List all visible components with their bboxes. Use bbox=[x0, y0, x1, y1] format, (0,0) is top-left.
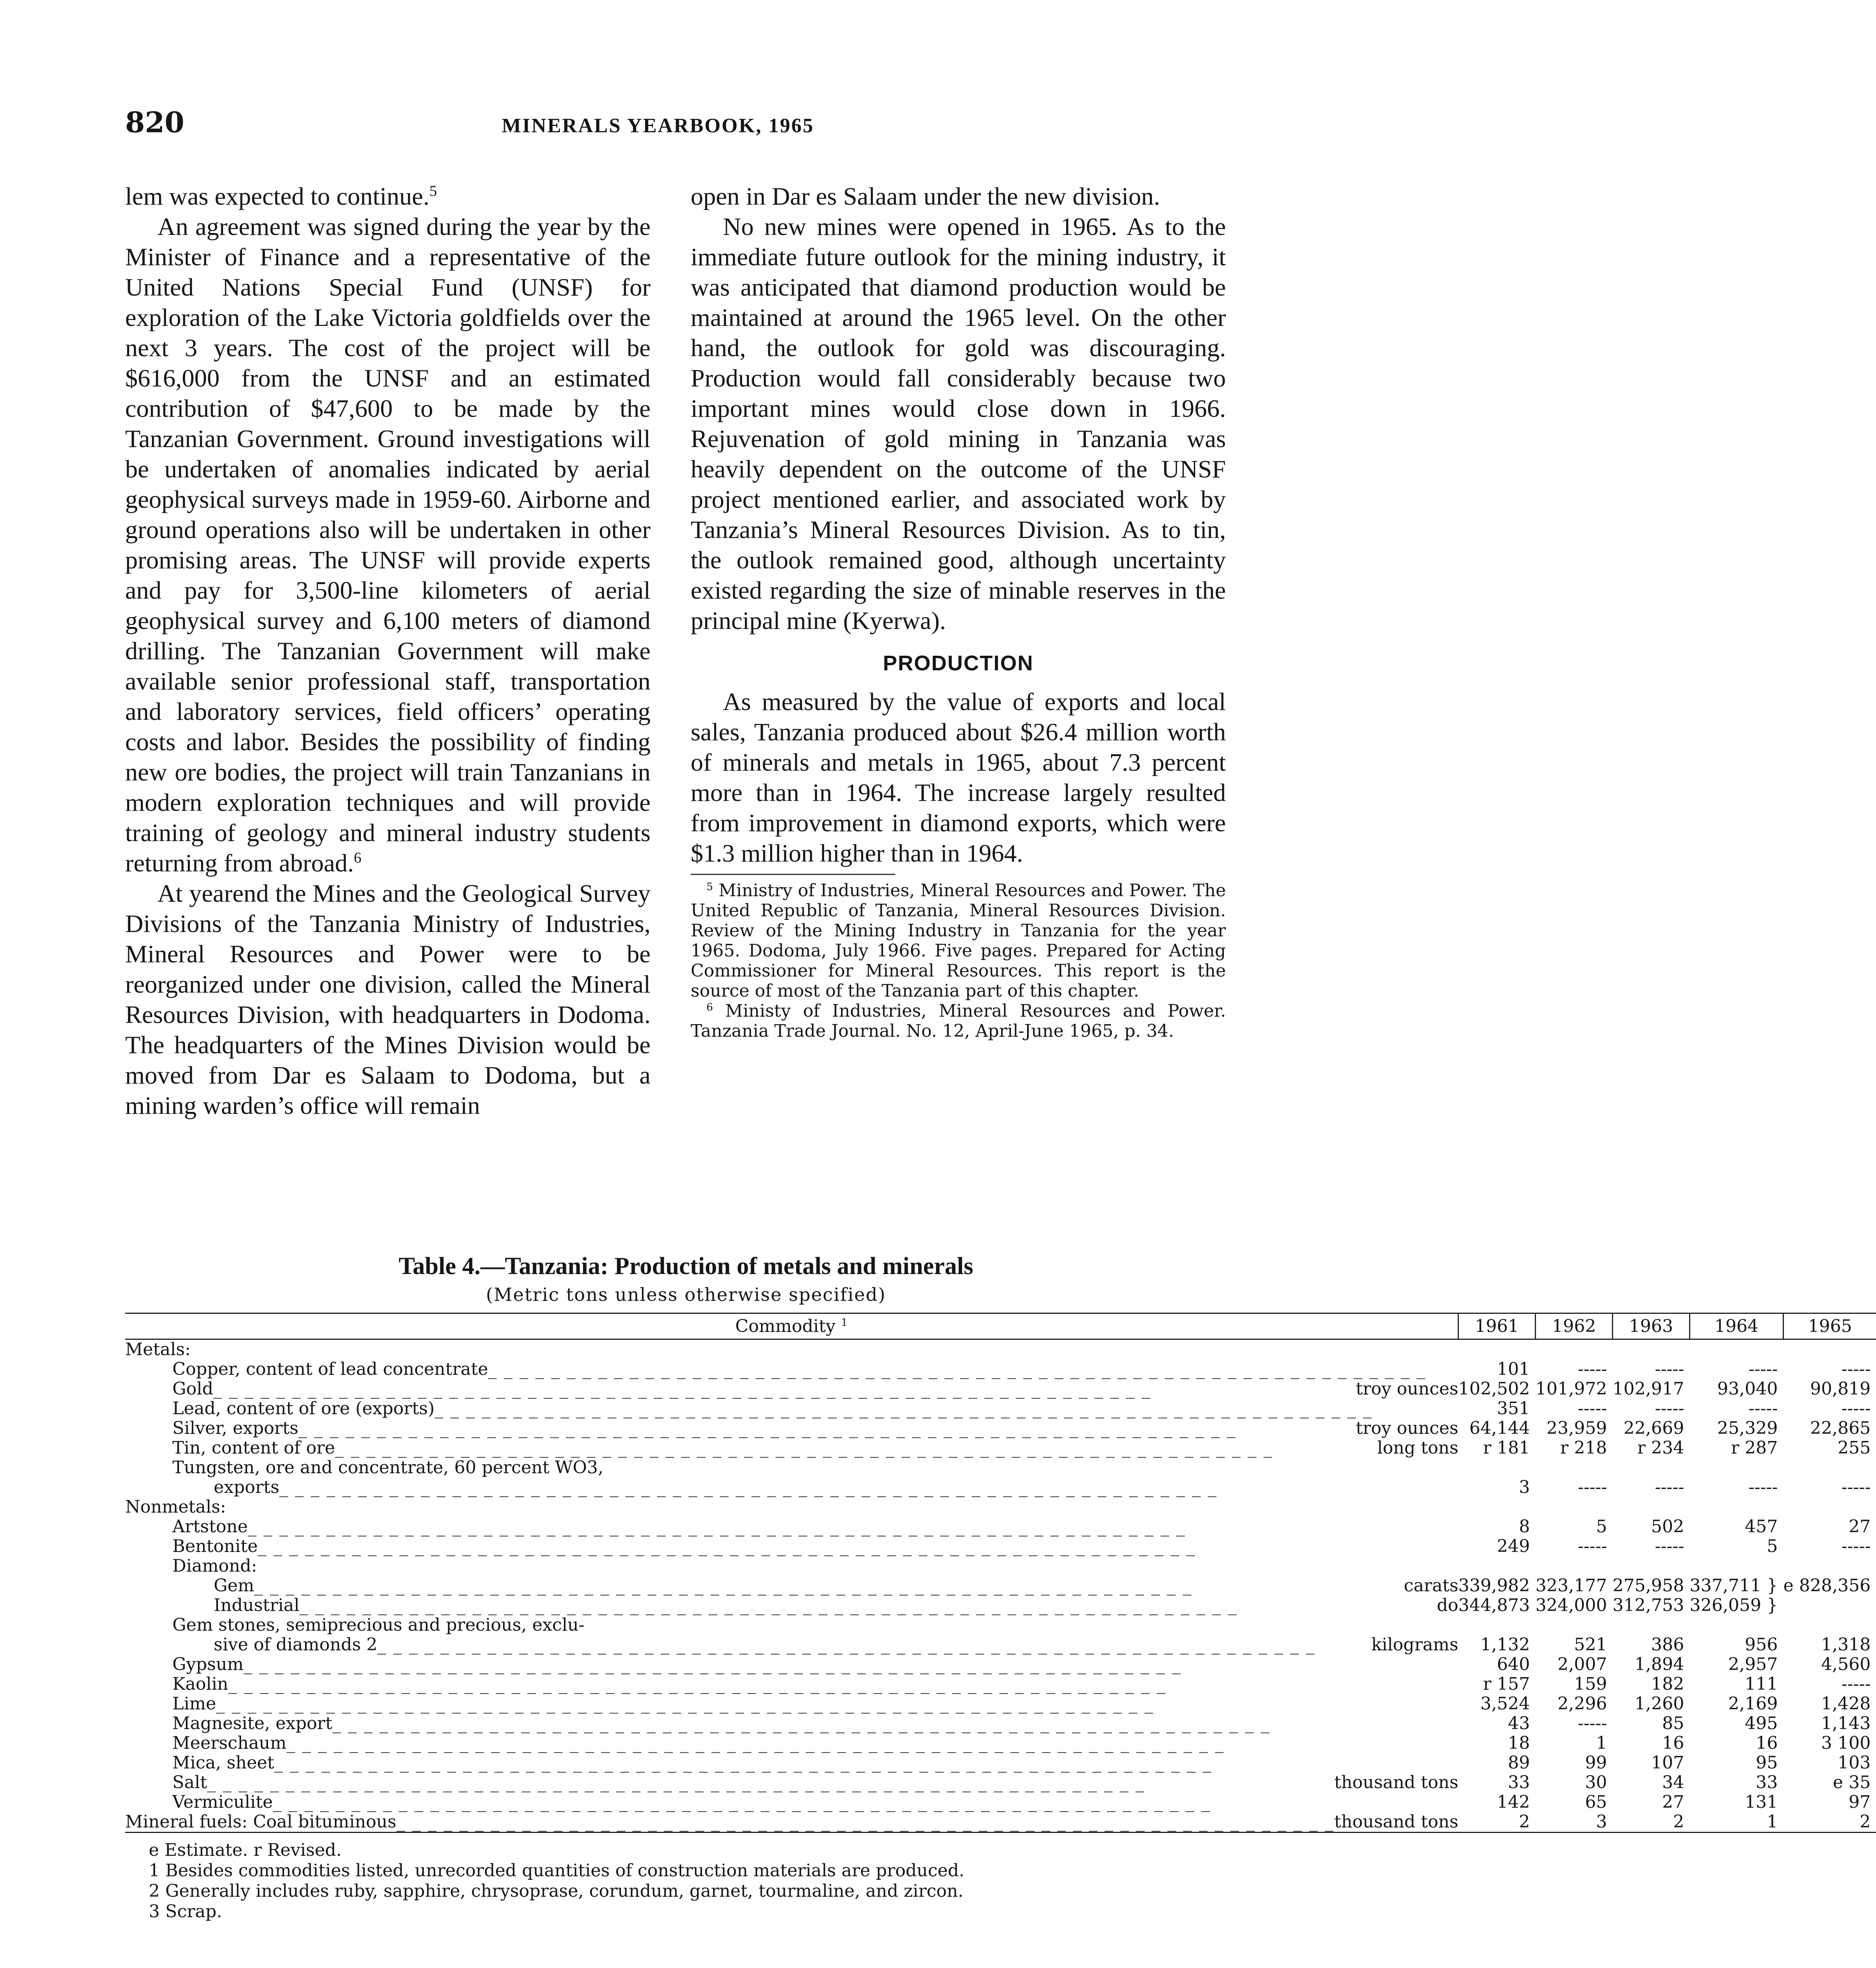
value-cell: ----- bbox=[1578, 1398, 1607, 1419]
table-note: 3 Scrap. bbox=[149, 1901, 222, 1922]
table-row bbox=[125, 1379, 1876, 1399]
value-cell bbox=[1783, 1556, 1876, 1576]
value-cell: 111 bbox=[1745, 1674, 1778, 1694]
column-header-year: 1964 bbox=[1690, 1313, 1784, 1339]
value-cell: 351 bbox=[1497, 1398, 1530, 1419]
commodity-cell: Bentonite _ _ _ bbox=[125, 1537, 1458, 1556]
value-cell: 64,144 bbox=[1469, 1418, 1530, 1438]
commodity-cell: Gem _ _ _ carats bbox=[125, 1576, 1458, 1596]
table-note: 2 Generally includes ruby, sapphire, chrysoprase, corundum, garnet, tourmaline, and zircon. bbox=[149, 1881, 964, 1901]
value-cell: 16 bbox=[1756, 1733, 1778, 1753]
value-cell bbox=[1613, 1339, 1690, 1360]
table-row bbox=[125, 1359, 1876, 1379]
column-header-year: 1963 bbox=[1613, 1313, 1690, 1339]
value-cell: 102,502 bbox=[1458, 1379, 1530, 1399]
table-header-row bbox=[125, 1313, 1876, 1339]
table-row bbox=[125, 1458, 1876, 1478]
table-row bbox=[125, 1478, 1876, 1497]
value-cell: e 35 bbox=[1833, 1772, 1871, 1792]
column-header-year: 1965 bbox=[1783, 1313, 1876, 1339]
commodity-cell: Tin, content of ore _ _ _ long tons bbox=[125, 1438, 1458, 1458]
table-row bbox=[125, 1537, 1876, 1556]
commodity-cell: Magnesite, export _ _ _ bbox=[125, 1714, 1458, 1733]
paragraph: At yearend the Mines and the Geological Survey Divisions of the Tanzania Ministry of Industries, Mineral Resources and Power were to be reorganized under one division, called the Mineral Resources Division, with headquarters in Dodoma. The headquarters of the Mines Division would be moved from Dar es Salaam to Dodoma, but a mining warden’s office will remain bbox=[125, 879, 651, 1119]
value-cell: 89 bbox=[1508, 1753, 1530, 1773]
value-cell: 457 bbox=[1745, 1517, 1778, 1537]
value-cell: 502 bbox=[1651, 1517, 1684, 1537]
value-cell bbox=[1613, 1615, 1690, 1635]
commodity-cell: Mineral fuels: Coal bituminous _ _ _ thousand tons bbox=[125, 1812, 1458, 1833]
table-row bbox=[125, 1339, 1876, 1360]
table-row bbox=[125, 1635, 1876, 1655]
value-cell: 337,711 } bbox=[1689, 1576, 1778, 1596]
footnotes bbox=[691, 880, 1226, 1041]
value-cell: 1,143 bbox=[1821, 1713, 1871, 1733]
value-cell: 142 bbox=[1497, 1792, 1530, 1812]
value-cell: 93,040 bbox=[1717, 1379, 1778, 1399]
value-cell: 22,669 bbox=[1623, 1418, 1684, 1438]
value-cell: 2,296 bbox=[1557, 1694, 1607, 1714]
value-cell: 182 bbox=[1651, 1674, 1684, 1694]
value-cell bbox=[1613, 1556, 1690, 1576]
value-cell: 255 bbox=[1837, 1438, 1871, 1458]
value-cell: 5 bbox=[1596, 1517, 1607, 1537]
table-title: Table 4.—Tanzania: Production of metals and minerals bbox=[398, 1253, 974, 1280]
value-cell bbox=[1458, 1339, 1536, 1360]
table-body bbox=[125, 1339, 1876, 1833]
value-cell: ----- bbox=[1841, 1536, 1871, 1556]
value-cell: 101,972 bbox=[1535, 1379, 1607, 1399]
footnote-ref: 5 bbox=[429, 183, 437, 200]
commodity-cell: Kaolin _ _ _ bbox=[125, 1674, 1458, 1694]
value-cell: 249 bbox=[1497, 1536, 1530, 1556]
commodity-cell: Salt _ _ _ thousand tons bbox=[125, 1773, 1458, 1792]
value-cell: 1,428 bbox=[1821, 1694, 1871, 1714]
commodity-cell: Metals: bbox=[125, 1339, 191, 1359]
value-cell bbox=[1783, 1497, 1876, 1517]
value-cell: 495 bbox=[1745, 1713, 1778, 1733]
value-cell: 2,007 bbox=[1557, 1654, 1607, 1674]
value-cell: 312,753 bbox=[1612, 1595, 1684, 1615]
value-cell bbox=[1458, 1556, 1536, 1576]
value-cell: 1 bbox=[1596, 1733, 1607, 1753]
value-cell: 3 bbox=[1519, 1477, 1530, 1497]
value-cell: 18 bbox=[1508, 1733, 1530, 1753]
table-row bbox=[125, 1792, 1876, 1812]
commodity-cell: Artstone _ _ _ bbox=[125, 1517, 1458, 1537]
value-cell: 102,917 bbox=[1612, 1379, 1684, 1399]
commodity-cell: Tungsten, ore and concentrate, 60 percent WO3, bbox=[172, 1458, 604, 1478]
commodity-cell: Copper, content of lead concentrate _ _ _ bbox=[125, 1359, 1458, 1379]
value-cell bbox=[1690, 1615, 1784, 1635]
table-note: 1 Besides commodities listed, unrecorded quantities of construction materials are produced. bbox=[149, 1861, 965, 1881]
commodity-cell: Gem stones, semiprecious and precious, exclu- bbox=[172, 1615, 585, 1635]
table-row bbox=[125, 1419, 1876, 1438]
value-cell: 107 bbox=[1651, 1753, 1684, 1773]
commodity-cell: Lime _ _ _ bbox=[125, 1694, 1458, 1714]
value-cell: 16 bbox=[1662, 1733, 1684, 1753]
table-row bbox=[125, 1655, 1876, 1674]
table-notes bbox=[125, 1840, 1247, 1922]
table-row bbox=[125, 1596, 1876, 1615]
value-cell: ----- bbox=[1841, 1674, 1871, 1694]
value-cell: 23,959 bbox=[1546, 1418, 1607, 1438]
value-cell: 2 bbox=[1613, 1812, 1690, 1833]
commodity-cell: Meerschaum _ _ _ bbox=[125, 1733, 1458, 1753]
commodity-cell: Silver, exports _ _ _ troy ounces bbox=[125, 1419, 1458, 1438]
table-row bbox=[125, 1753, 1876, 1773]
table-row bbox=[125, 1497, 1876, 1517]
left-column bbox=[125, 181, 651, 1121]
paragraph: As measured by the value of exports and local sales, Tanzania produced about $26.4 million worth of minerals and metals in 1965, about 7.3 percent more than in 1964. The increase largely resulted from improvement in diamond exports, which were $1.3 million higher than in 1964. bbox=[691, 688, 1226, 867]
page-number: 820 bbox=[125, 105, 185, 139]
value-cell: r 218 bbox=[1560, 1438, 1607, 1458]
value-cell: 1,132 bbox=[1480, 1635, 1530, 1655]
value-cell: r 181 bbox=[1483, 1438, 1530, 1458]
value-cell bbox=[1613, 1458, 1690, 1478]
table-row bbox=[125, 1438, 1876, 1458]
value-cell: ----- bbox=[1578, 1713, 1607, 1733]
value-cell: 2,169 bbox=[1728, 1694, 1778, 1714]
value-cell: e 828,356 bbox=[1783, 1576, 1871, 1596]
commodity-cell: Gypsum _ _ _ bbox=[125, 1655, 1458, 1674]
commodity-cell: Nonmetals: bbox=[125, 1497, 226, 1517]
value-cell: 3 bbox=[1536, 1812, 1613, 1833]
value-cell: 5 bbox=[1767, 1536, 1778, 1556]
table-subtitle: (Metric tons unless otherwise specified) bbox=[486, 1284, 886, 1305]
value-cell bbox=[1783, 1596, 1876, 1615]
value-cell: 3,524 bbox=[1480, 1694, 1530, 1714]
value-cell: 4,560 bbox=[1821, 1654, 1871, 1674]
value-cell: 131 bbox=[1745, 1792, 1778, 1812]
value-cell: ----- bbox=[1748, 1398, 1778, 1419]
paragraph: An agreement was signed during the year by the Minister of Finance and a representative of the United Nations Special Fund (UNSF) for exploration of the Lake Victoria goldfields over the next 3 years. The cost of the project will be $616,000 from the UNSF and an estimated contribution of $47,600 to be made by the Tanzanian Government. Ground investigations will be undertaken of anomalies indicated by aerial geophysical surveys made in 1959-60. Airborne and ground operations also will be undertaken in other promising areas. The UNSF will provide experts and pay for 3,500-line kilometers of aerial geophysical survey and 6,100 meters of diamond drilling. The Tanzanian Government will make available senior professional staff, transportation and laboratory services, field officers’ operating costs and labor. Besides the possibility of finding new ore bodies, the project will train Tanzanians in modern exploration techniques and will provide training of geology and mineral industry students returning from abroad.$^6$ bbox=[125, 213, 651, 877]
value-cell: 99 bbox=[1585, 1753, 1607, 1773]
section-heading: PRODUCTION bbox=[883, 651, 1034, 675]
value-cell: 85 bbox=[1662, 1713, 1684, 1733]
commodity-cell: Lead, content of ore (exports) _ _ _ bbox=[125, 1399, 1458, 1419]
value-cell: 27 bbox=[1662, 1792, 1684, 1812]
commodity-cell: Vermiculite _ _ _ bbox=[125, 1792, 1458, 1812]
value-cell bbox=[1536, 1615, 1613, 1635]
value-cell: 2 bbox=[1458, 1812, 1536, 1833]
footnote-ref: 6 bbox=[354, 849, 362, 866]
value-cell bbox=[1690, 1339, 1784, 1360]
value-cell bbox=[1536, 1556, 1613, 1576]
value-cell: 8 bbox=[1519, 1517, 1530, 1537]
column-header-year: 1961 bbox=[1458, 1313, 1536, 1339]
commodity-cell: Mica, sheet _ _ _ bbox=[125, 1753, 1458, 1773]
commodity-cell: Industrial _ _ _ do bbox=[125, 1596, 1458, 1615]
footnote-5: $^5$ Ministry of Industries, Mineral Resources and Power. The United Republic of Tanzania, Mineral Resources Division. Review of the Mining Industry in Tanzania for the year 1965. Dodoma, July 1966. Five pages. Prepared for Acting Commissioner for Mineral Resources. This report is the source of most of the Tanzania part of this chapter. bbox=[691, 880, 1226, 1001]
table-note: e Estimate. r Revised. bbox=[149, 1840, 342, 1860]
table-row bbox=[125, 1399, 1876, 1419]
value-cell bbox=[1613, 1497, 1690, 1517]
commodity-cell: Diamond: bbox=[172, 1556, 257, 1576]
table-row bbox=[125, 1773, 1876, 1792]
value-cell: 2 bbox=[1783, 1812, 1876, 1833]
value-cell bbox=[1536, 1497, 1613, 1517]
column-header-commodity: Commodity $^1$ bbox=[125, 1313, 1458, 1339]
value-cell: 101 bbox=[1497, 1359, 1530, 1379]
value-cell bbox=[1458, 1497, 1536, 1517]
production-table bbox=[125, 1313, 1876, 1833]
value-cell: 339,982 bbox=[1458, 1576, 1530, 1596]
table-row bbox=[125, 1615, 1876, 1635]
value-cell: 30 bbox=[1585, 1772, 1607, 1792]
value-cell: ----- bbox=[1578, 1359, 1607, 1379]
commodity-cell: exports _ _ _ bbox=[125, 1478, 1458, 1497]
value-cell: 90,819 bbox=[1810, 1379, 1871, 1399]
value-cell: 95 bbox=[1756, 1753, 1778, 1773]
value-cell: ----- bbox=[1655, 1536, 1684, 1556]
value-cell bbox=[1536, 1458, 1613, 1478]
value-cell bbox=[1783, 1339, 1876, 1360]
value-cell: ----- bbox=[1655, 1477, 1684, 1497]
value-cell: r 287 bbox=[1731, 1438, 1778, 1458]
value-cell: ----- bbox=[1841, 1398, 1871, 1419]
value-cell: 344,873 bbox=[1458, 1595, 1530, 1615]
table-row bbox=[125, 1576, 1876, 1596]
value-cell: 97 bbox=[1848, 1792, 1871, 1812]
table-row bbox=[125, 1674, 1876, 1694]
value-cell bbox=[1783, 1615, 1876, 1635]
value-cell: ----- bbox=[1748, 1359, 1778, 1379]
value-cell: 1,318 bbox=[1821, 1635, 1871, 1655]
value-cell: 1,894 bbox=[1634, 1654, 1684, 1674]
table-row bbox=[125, 1733, 1876, 1753]
footnote-6: $^6$ Ministy of Industries, Mineral Resources and Power. Tanzania Trade Journal. No. 12, April-June 1965, p. 34. bbox=[691, 1001, 1226, 1041]
value-cell: 324,000 bbox=[1535, 1595, 1607, 1615]
value-cell: 103 bbox=[1837, 1753, 1871, 1773]
value-cell: 33 bbox=[1508, 1772, 1530, 1792]
value-cell: 22,865 bbox=[1810, 1418, 1871, 1438]
value-cell: 65 bbox=[1585, 1792, 1607, 1812]
paragraph: No new mines were opened in 1965. As to the immediate future outlook for the mining industry, it was anticipated that diamond production would be maintained at around the 1965 level. On the other hand, the outlook for gold was discouraging. Production would fall considerably because two important mines would close down in 1966. Rejuvenation of gold mining in Tanzania was heavily dependent on the outcome of the UNSF project mentioned earlier, and associated work by Tanzania’s Mineral Resources Division. As to tin, the outlook remained good, although uncertainty existed regarding the size of minable reserves in the principal mine (Kyerwa). bbox=[691, 213, 1226, 634]
value-cell: ----- bbox=[1578, 1536, 1607, 1556]
paragraph: open in Dar es Salaam under the new division. bbox=[691, 182, 1160, 210]
value-cell: r 157 bbox=[1483, 1674, 1530, 1694]
value-cell: 956 bbox=[1745, 1635, 1778, 1655]
value-cell bbox=[1690, 1556, 1784, 1576]
commodity-cell: Gold _ _ _ troy ounces bbox=[125, 1379, 1458, 1399]
value-cell: 25,329 bbox=[1717, 1418, 1778, 1438]
value-cell: 34 bbox=[1662, 1772, 1684, 1792]
table-row bbox=[125, 1812, 1876, 1833]
right-column bbox=[691, 181, 1226, 1041]
value-cell: ----- bbox=[1748, 1477, 1778, 1497]
table-row bbox=[125, 1517, 1876, 1537]
value-cell: 275,958 bbox=[1612, 1576, 1684, 1596]
value-cell bbox=[1536, 1339, 1613, 1360]
value-cell: 2,957 bbox=[1728, 1654, 1778, 1674]
value-cell bbox=[1458, 1615, 1536, 1635]
value-cell bbox=[1690, 1497, 1784, 1517]
value-cell: 3 100 bbox=[1821, 1733, 1871, 1753]
value-cell: 33 bbox=[1756, 1772, 1778, 1792]
value-cell: 521 bbox=[1574, 1635, 1607, 1655]
value-cell: 43 bbox=[1508, 1713, 1530, 1733]
value-cell: 1 bbox=[1690, 1812, 1784, 1833]
value-cell: ----- bbox=[1655, 1359, 1684, 1379]
table-row bbox=[125, 1556, 1876, 1576]
value-cell: 159 bbox=[1574, 1674, 1607, 1694]
value-cell: 323,177 bbox=[1535, 1576, 1607, 1596]
value-cell: 386 bbox=[1651, 1635, 1684, 1655]
commodity-cell: sive of diamonds 2 _ _ _ kilograms bbox=[125, 1635, 1458, 1655]
value-cell: 640 bbox=[1497, 1654, 1530, 1674]
value-cell bbox=[1783, 1458, 1876, 1478]
value-cell: ----- bbox=[1841, 1359, 1871, 1379]
running-title: MINERALS YEARBOOK, 1965 bbox=[502, 115, 814, 137]
table-row bbox=[125, 1714, 1876, 1733]
value-cell: 27 bbox=[1848, 1517, 1871, 1537]
table-row bbox=[125, 1694, 1876, 1714]
value-cell: 1,260 bbox=[1634, 1694, 1684, 1714]
value-cell: ----- bbox=[1578, 1477, 1607, 1497]
value-cell bbox=[1458, 1458, 1536, 1478]
value-cell: r 234 bbox=[1637, 1438, 1684, 1458]
value-cell: ----- bbox=[1655, 1398, 1684, 1419]
paragraph: lem was expected to continue.$^5$ bbox=[125, 182, 437, 210]
value-cell: ----- bbox=[1841, 1477, 1871, 1497]
value-cell bbox=[1690, 1458, 1784, 1478]
column-header-year: 1962 bbox=[1536, 1313, 1613, 1339]
footnote-divider bbox=[691, 874, 895, 875]
value-cell: 326,059 } bbox=[1689, 1595, 1778, 1615]
